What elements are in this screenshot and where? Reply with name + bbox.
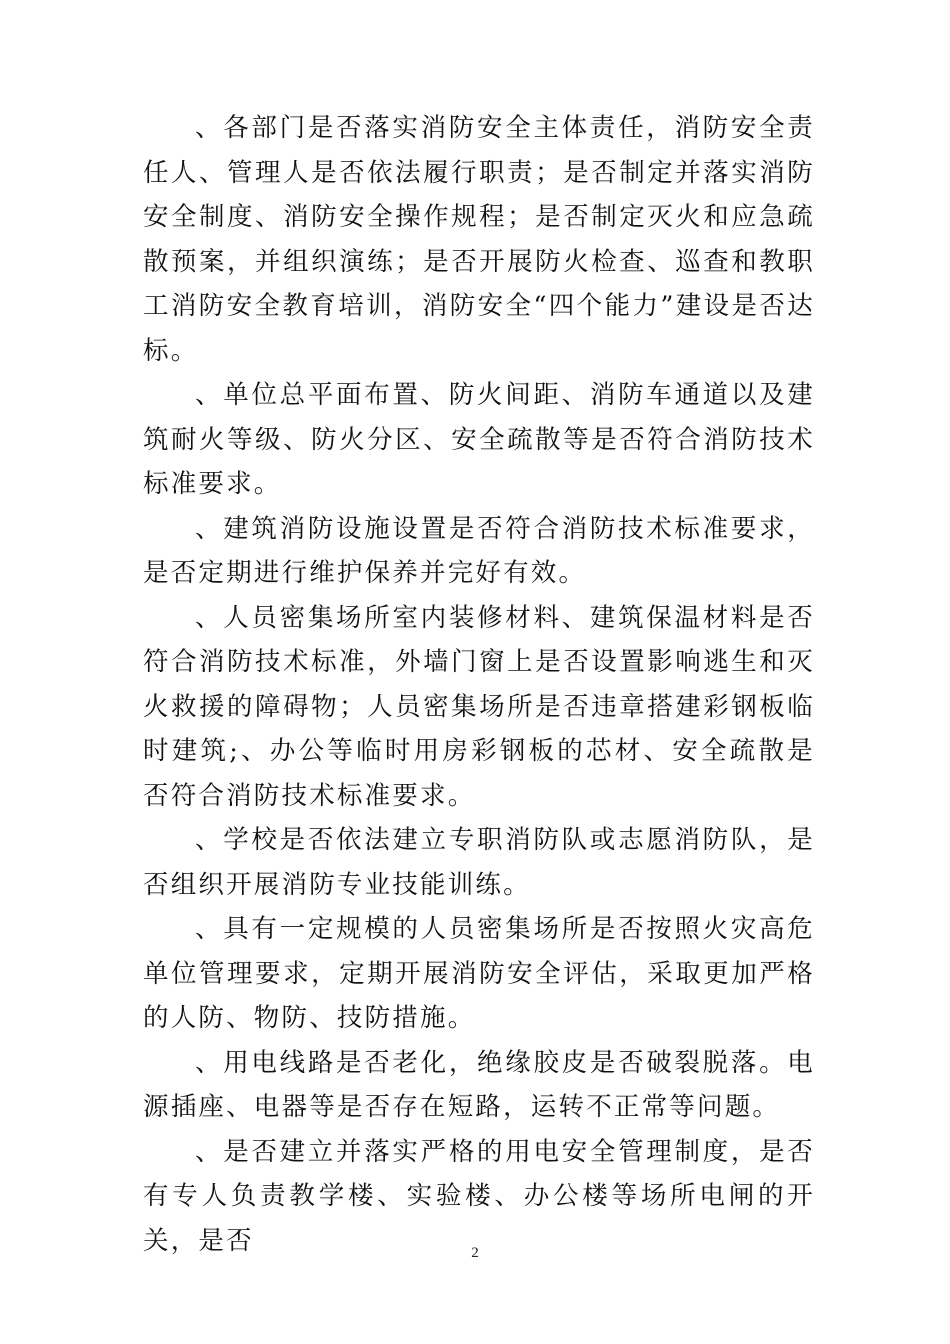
page-number: 2	[471, 1245, 479, 1261]
paragraph-responsibility: 、各部门是否落实消防安全主体责任，消防安全责任人、管理人是否依法履行职责；是否制定并落实消防安全制度、消防安全操作规程；是否制定灭火和应急疏散预案，并组织演练；是否开展防火检查、巡查和教职工消防安全教育培训，消防安全“四个能力”建设是否达标。	[143, 113, 815, 366]
paragraph-electric-management: 、是否建立并落实严格的用电安全管理制度，是否有专人负责教学楼、实验楼、办公楼等场所电闸的开关，是否	[143, 1136, 815, 1256]
paragraph-fire-brigade: 、学校是否依法建立专职消防队或志愿消防队，是否组织开展消防专业技能训练。	[143, 825, 815, 900]
paragraph-high-risk-units: 、具有一定规模的人员密集场所是否按照火灾高危单位管理要求，定期开展消防安全评估，采取更加严格的人防、物防、技防措施。	[143, 914, 815, 1033]
document-body	[143, 106, 815, 1263]
paragraph-fire-facilities: 、建筑消防设施设置是否符合消防技术标准要求，是否定期进行维护保养并完好有效。	[143, 513, 815, 588]
paragraph-layout-spacing: 、单位总平面布置、防火间距、消防车通道以及建筑耐火等级、防火分区、安全疏散等是否符合消防技术标准要求。	[143, 380, 815, 499]
paragraph-electric-lines: 、用电线路是否老化，绝缘胶皮是否破裂脱落。电源插座、电器等是否存在短路，运转不正常等问题。	[143, 1047, 815, 1122]
paragraph-decoration-materials: 、人员密集场所室内装修材料、建筑保温材料是否符合消防技术标准，外墙门窗上是否设置影响逃生和灭火救援的障碍物；人员密集场所是否违章搭建彩钢板临时建筑;、办公等临时用房彩钢板的芯材、安全疏散是否符合消防技术标准要求。	[143, 602, 815, 811]
